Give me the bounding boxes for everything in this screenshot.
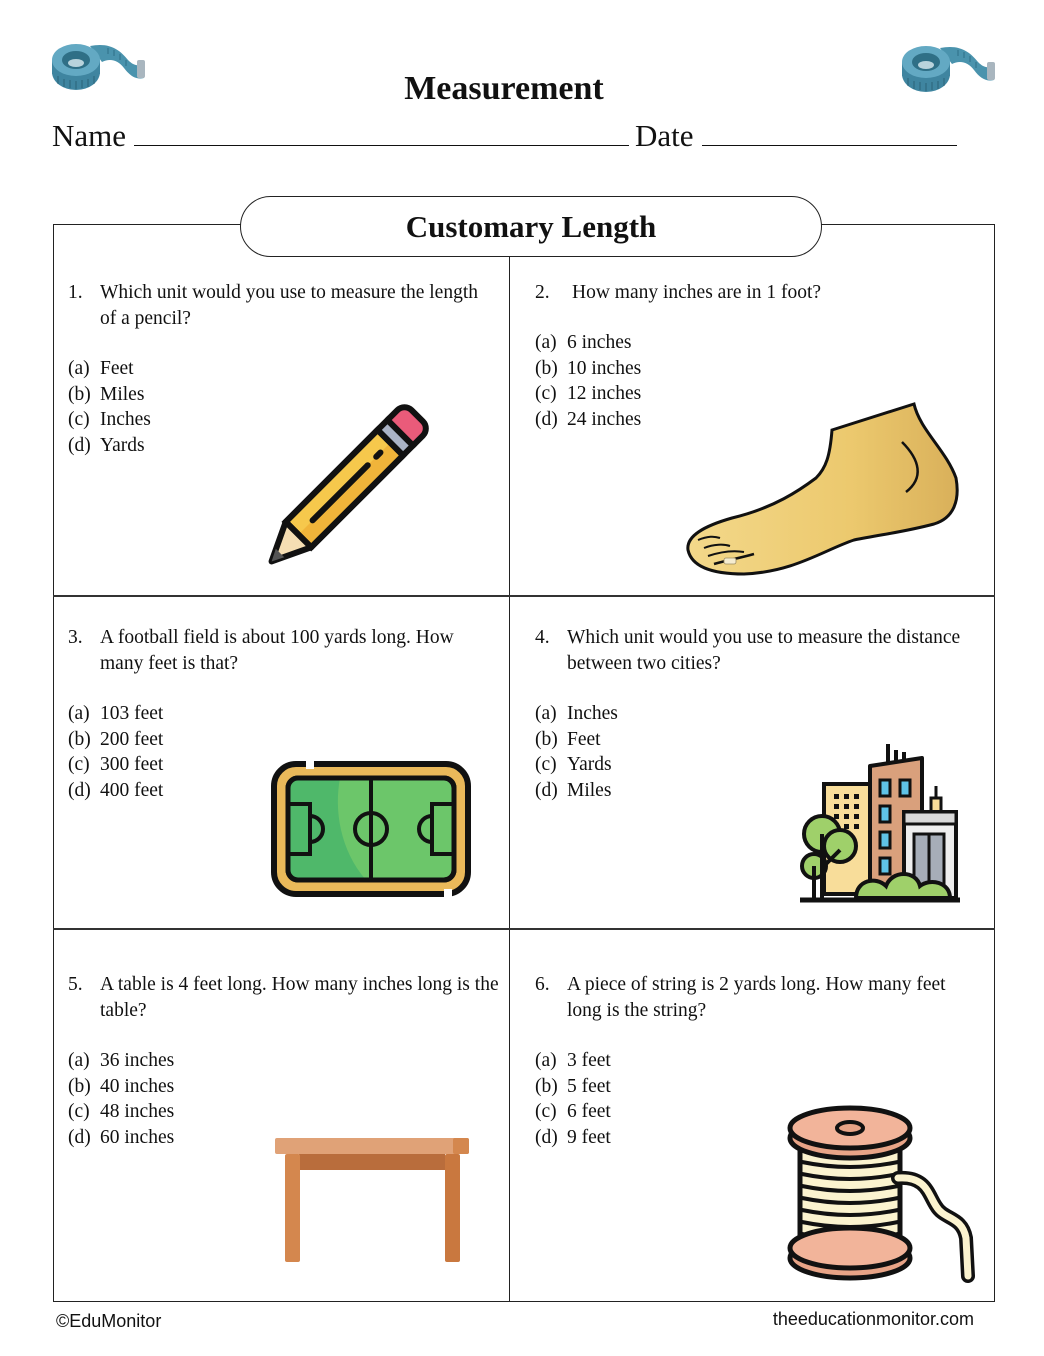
question-number: 3. xyxy=(68,627,83,648)
question-text: A football field is about 100 yards long. How many feet is that? xyxy=(100,627,454,674)
page-title: Measurement xyxy=(404,70,604,107)
row-divider xyxy=(53,928,995,930)
answer-option-c[interactable]: (c) Inches xyxy=(68,409,151,430)
answer-option-d[interactable]: (d) 24 inches xyxy=(535,408,642,430)
city-buildings-icon xyxy=(800,742,962,906)
answer-option-b[interactable]: (b) 5 feet xyxy=(535,1075,611,1097)
name-date-row xyxy=(52,118,963,154)
table-icon xyxy=(273,1136,471,1264)
answer-option-a[interactable]: (a) 3 feet xyxy=(535,1050,611,1071)
answer-option-c[interactable]: (c) Yards xyxy=(535,754,612,775)
answer-option-a[interactable]: (a) 36 inches xyxy=(68,1050,175,1071)
answer-options xyxy=(68,1048,508,1150)
question-text: How many inches are in 1 foot? xyxy=(572,282,822,303)
answer-option-d[interactable]: (d) Miles xyxy=(535,779,612,801)
answer-option-a[interactable]: (a) Inches xyxy=(535,703,618,724)
answer-option-d[interactable]: (d) Yards xyxy=(68,434,145,456)
football-field-icon xyxy=(270,760,472,898)
row-divider xyxy=(53,595,995,597)
answer-option-a[interactable]: (a) 103 feet xyxy=(68,703,164,724)
question-number: 6. xyxy=(535,974,550,995)
question-number: 5. xyxy=(68,974,83,995)
question-text: Which unit would you use to measure the length of a pencil? xyxy=(100,282,479,329)
name-field[interactable] xyxy=(134,119,629,146)
answer-option-b[interactable]: (b) Feet xyxy=(535,728,601,750)
question-number: 1. xyxy=(68,282,83,303)
column-divider xyxy=(509,257,510,1302)
question-5 xyxy=(68,972,508,1150)
date-field[interactable] xyxy=(702,119,957,146)
question-number: 4. xyxy=(535,627,550,648)
date-label: Date xyxy=(635,118,694,153)
section-title: Customary Length xyxy=(405,208,657,244)
answer-option-c[interactable]: (c) 12 inches xyxy=(535,383,642,404)
answer-option-b[interactable]: (b) 200 feet xyxy=(68,728,164,750)
answer-option-b[interactable]: (b) 10 inches xyxy=(535,357,642,379)
answer-option-c[interactable]: (c) 48 inches xyxy=(68,1101,175,1122)
foot-icon xyxy=(684,400,964,580)
answer-option-a[interactable]: (a) 6 inches xyxy=(535,332,632,353)
section-banner xyxy=(240,196,822,257)
answer-option-c[interactable]: (c) 300 feet xyxy=(68,754,164,775)
answer-option-a[interactable]: (a) Feet xyxy=(68,358,134,379)
question-text: Which unit would you use to measure the distance between two cities? xyxy=(567,627,961,674)
pencil-icon xyxy=(255,378,455,578)
name-label: Name xyxy=(52,118,127,153)
answer-option-b[interactable]: (b) 40 inches xyxy=(68,1075,175,1097)
answer-option-b[interactable]: (b) Miles xyxy=(68,383,145,405)
answer-option-c[interactable]: (c) 6 feet xyxy=(535,1101,611,1122)
answer-option-d[interactable]: (d) 9 feet xyxy=(535,1126,611,1148)
question-text: A piece of string is 2 yards long. How many feet long is the string? xyxy=(567,974,946,1021)
question-text: A table is 4 feet long. How many inches long is the table? xyxy=(100,974,499,1021)
thread-spool-icon xyxy=(786,1098,976,1284)
copyright-text: ©EduMonitor xyxy=(56,1311,162,1331)
question-number: 2. xyxy=(535,282,550,303)
website-link[interactable]: theeducationmonitor.com xyxy=(772,1309,974,1329)
answer-option-d[interactable]: (d) 60 inches xyxy=(68,1126,175,1148)
answer-option-d[interactable]: (d) 400 feet xyxy=(68,779,164,801)
